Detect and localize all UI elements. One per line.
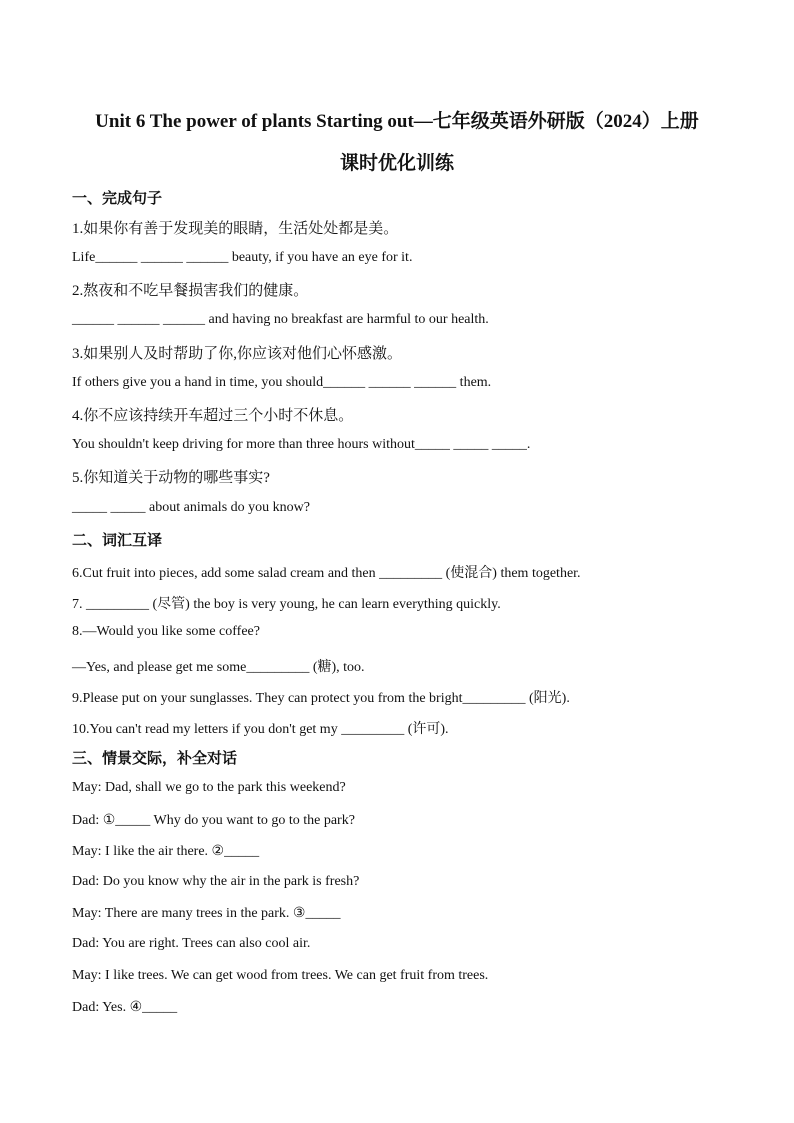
question-2-prompt: 2.熬夜和不吃早餐损害我们的健康。: [72, 283, 309, 299]
question-10: 10.You can't read my letters if you don't get my _________ (许可).: [72, 722, 449, 737]
question-9: 9.Please put on your sunglasses. They can protect you from the bright_________ (阳光).: [72, 691, 570, 706]
question-5-prompt: 5.你知道关于动物的哪些事实?: [72, 470, 270, 486]
dialogue-line: May: I like trees. We can get wood from trees. We can get fruit from trees.: [72, 968, 489, 983]
page-title: Unit 6 The power of plants Starting out—七年级英语外研版（2024）上册: [95, 111, 699, 132]
dialogue-line: May: I like the air there. ②_____: [72, 844, 260, 859]
question-4-sentence: You shouldn't keep driving for more than three hours without_____ _____ _____.: [72, 437, 531, 452]
question-6: 6.Cut fruit into pieces, add some salad cream and then _________ (使混合) them together.: [72, 566, 581, 581]
question-8-b: —Yes, and please get me some_________ (糖), too.: [72, 660, 365, 675]
dialogue-line: May: There are many trees in the park. ③_____: [72, 906, 341, 921]
section-heading-1: 一、完成句子: [72, 191, 163, 207]
dialogue-line: Dad: Do you know why the air in the park is fresh?: [72, 874, 360, 889]
question-1-prompt: 1.如果你有善于发现美的眼睛，生活处处都是美。: [72, 221, 399, 237]
dialogue-line: Dad: Yes. ④_____: [72, 1000, 178, 1015]
question-8-a: 8.—Would you like some coffee?: [72, 624, 260, 639]
dialogue-line: May: Dad, shall we go to the park this weekend?: [72, 780, 346, 795]
question-4-prompt: 4.你不应该持续开车超过三个小时不休息。: [72, 408, 354, 424]
question-1-sentence: Life______ ______ ______ beauty, if you have an eye for it.: [72, 250, 413, 265]
dialogue-line: Dad: You are right. Trees can also cool air.: [72, 936, 311, 951]
question-3-sentence: If others give you a hand in time, you should______ ______ ______ them.: [72, 375, 492, 390]
section-heading-2: 二、词汇互译: [72, 533, 163, 549]
section-heading-3: 三、情景交际，补全对话: [72, 751, 238, 767]
page-subtitle: 课时优化训练: [339, 153, 454, 174]
question-3-prompt: 3.如果别人及时帮助了你,你应该对他们心怀感激。: [72, 346, 403, 362]
question-7: 7. _________ (尽管) the boy is very young, he can learn everything quickly.: [72, 597, 501, 612]
dialogue-line: Dad: ①_____ Why do you want to go to the park?: [72, 813, 355, 828]
question-2-sentence: ______ ______ ______ and having no breakfast are harmful to our health.: [72, 312, 489, 327]
question-5-sentence: _____ _____ about animals do you know?: [72, 500, 310, 515]
